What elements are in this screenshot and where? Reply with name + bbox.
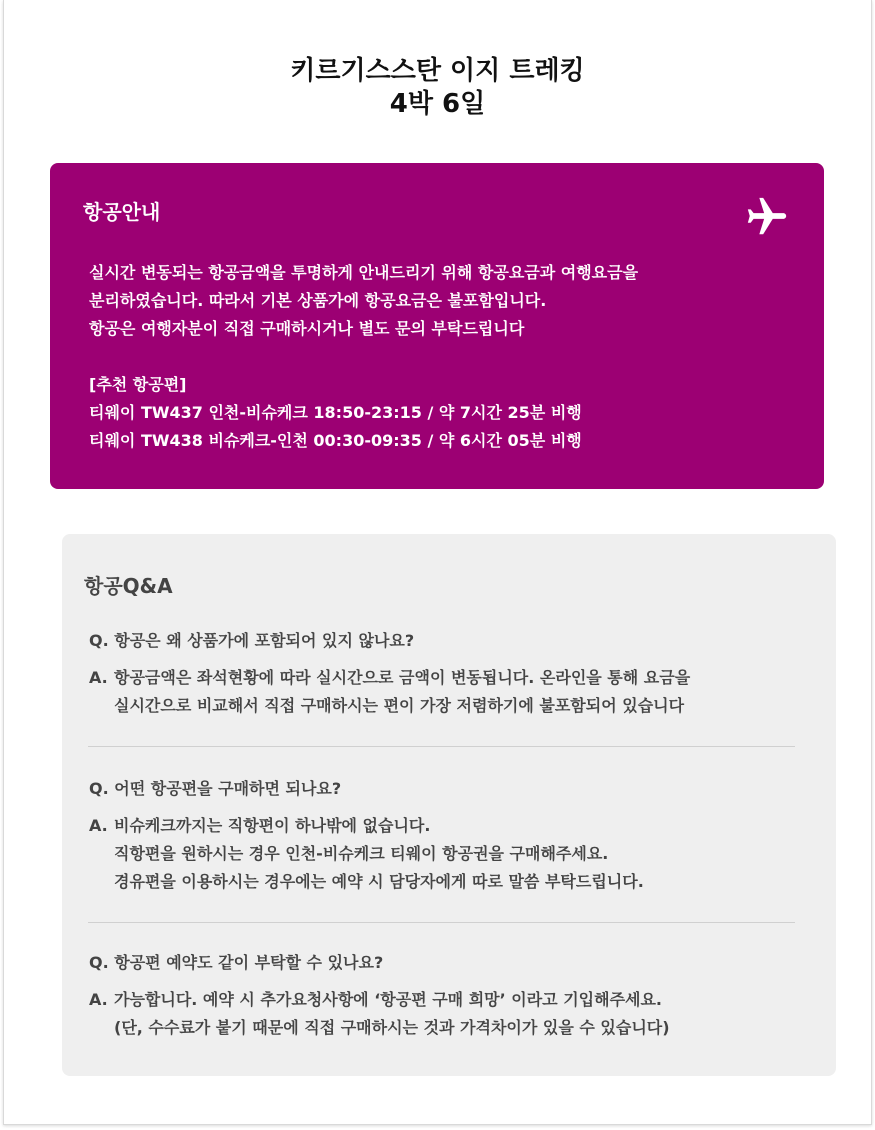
page-title-line1: 키르기스스탄 이지 트레킹 bbox=[290, 56, 585, 86]
qa-question: Q. 어떤 항공편을 구매하면 되나요? bbox=[89, 779, 342, 798]
qa-answer-line: 가능합니다. 예약 시 추가요청사항에 ‘항공편 구매 희망’ 이라고 기입해주세요. bbox=[114, 990, 663, 1009]
qa-item bbox=[89, 952, 809, 1042]
qa-answer-line: 경유편을 이용하시는 경우에는 예약 시 담당자에게 따로 말씀 부탁드립니다. bbox=[114, 872, 644, 891]
flight-info-panel bbox=[50, 163, 824, 489]
qa-answer-line: 실시간으로 비교해서 직접 구매하시는 편이 가장 저렴하기에 불포함되어 있습니다 bbox=[114, 696, 685, 715]
qa-question: Q. 항공편 예약도 같이 부탁할 수 있나요? bbox=[89, 953, 384, 972]
recommended-flight-outbound: 티웨이 TW437 인천-비슈케크 18:50-23:15 / 약 7시간 25분 비행 bbox=[89, 403, 582, 422]
qa-answer-prefix: A. bbox=[89, 990, 108, 1009]
qa-answer-prefix: A. bbox=[89, 816, 108, 835]
qa-answer-line: 항공금액은 좌석현황에 따라 실시간으로 금액이 변동됩니다. 온라인을 통해 요금을 bbox=[114, 668, 691, 687]
qa-divider bbox=[88, 922, 795, 923]
flight-description-line: 분리하였습니다. 따라서 기본 상품가에 항공요금은 불포함입니다. bbox=[89, 291, 547, 310]
qa-answer-prefix: A. bbox=[89, 668, 108, 687]
qa-answer bbox=[89, 664, 809, 720]
recommended-flight-return: 티웨이 TW438 비슈케크-인천 00:30-09:35 / 약 6시간 05분 비행 bbox=[89, 431, 582, 450]
page-title-line2: 4박 6일 bbox=[389, 89, 486, 119]
page-title bbox=[0, 55, 875, 121]
qa-panel bbox=[62, 534, 836, 1076]
qa-item bbox=[89, 630, 809, 720]
recommended-flights-label: [추천 항공편] bbox=[89, 375, 187, 394]
qa-item bbox=[89, 778, 809, 896]
flight-description-line: 실시간 변동되는 항공금액을 투명하게 안내드리기 위해 항공요금과 여행요금을 bbox=[89, 263, 639, 282]
qa-answer bbox=[89, 812, 809, 896]
airplane-icon bbox=[744, 194, 790, 240]
qa-divider bbox=[88, 746, 795, 747]
qa-answer-line: (단, 수수료가 붙기 때문에 직접 구매하시는 것과 가격차이가 있을 수 있습니다) bbox=[114, 1018, 670, 1037]
qa-heading: 항공Q&A bbox=[84, 574, 173, 598]
flight-description-line: 항공은 여행자분이 직접 구매하시거나 별도 문의 부탁드립니다 bbox=[89, 319, 525, 338]
qa-answer-line: 비슈케크까지는 직항편이 하나밖에 없습니다. bbox=[114, 816, 431, 835]
flight-info-body bbox=[89, 259, 809, 455]
qa-answer-line: 직항편을 원하시는 경우 인천-비슈케크 티웨이 항공권을 구매해주세요. bbox=[114, 844, 609, 863]
qa-question: Q. 항공은 왜 상품가에 포함되어 있지 않나요? bbox=[89, 631, 415, 650]
flight-info-heading: 항공안내 bbox=[83, 200, 161, 224]
qa-answer bbox=[89, 986, 809, 1042]
